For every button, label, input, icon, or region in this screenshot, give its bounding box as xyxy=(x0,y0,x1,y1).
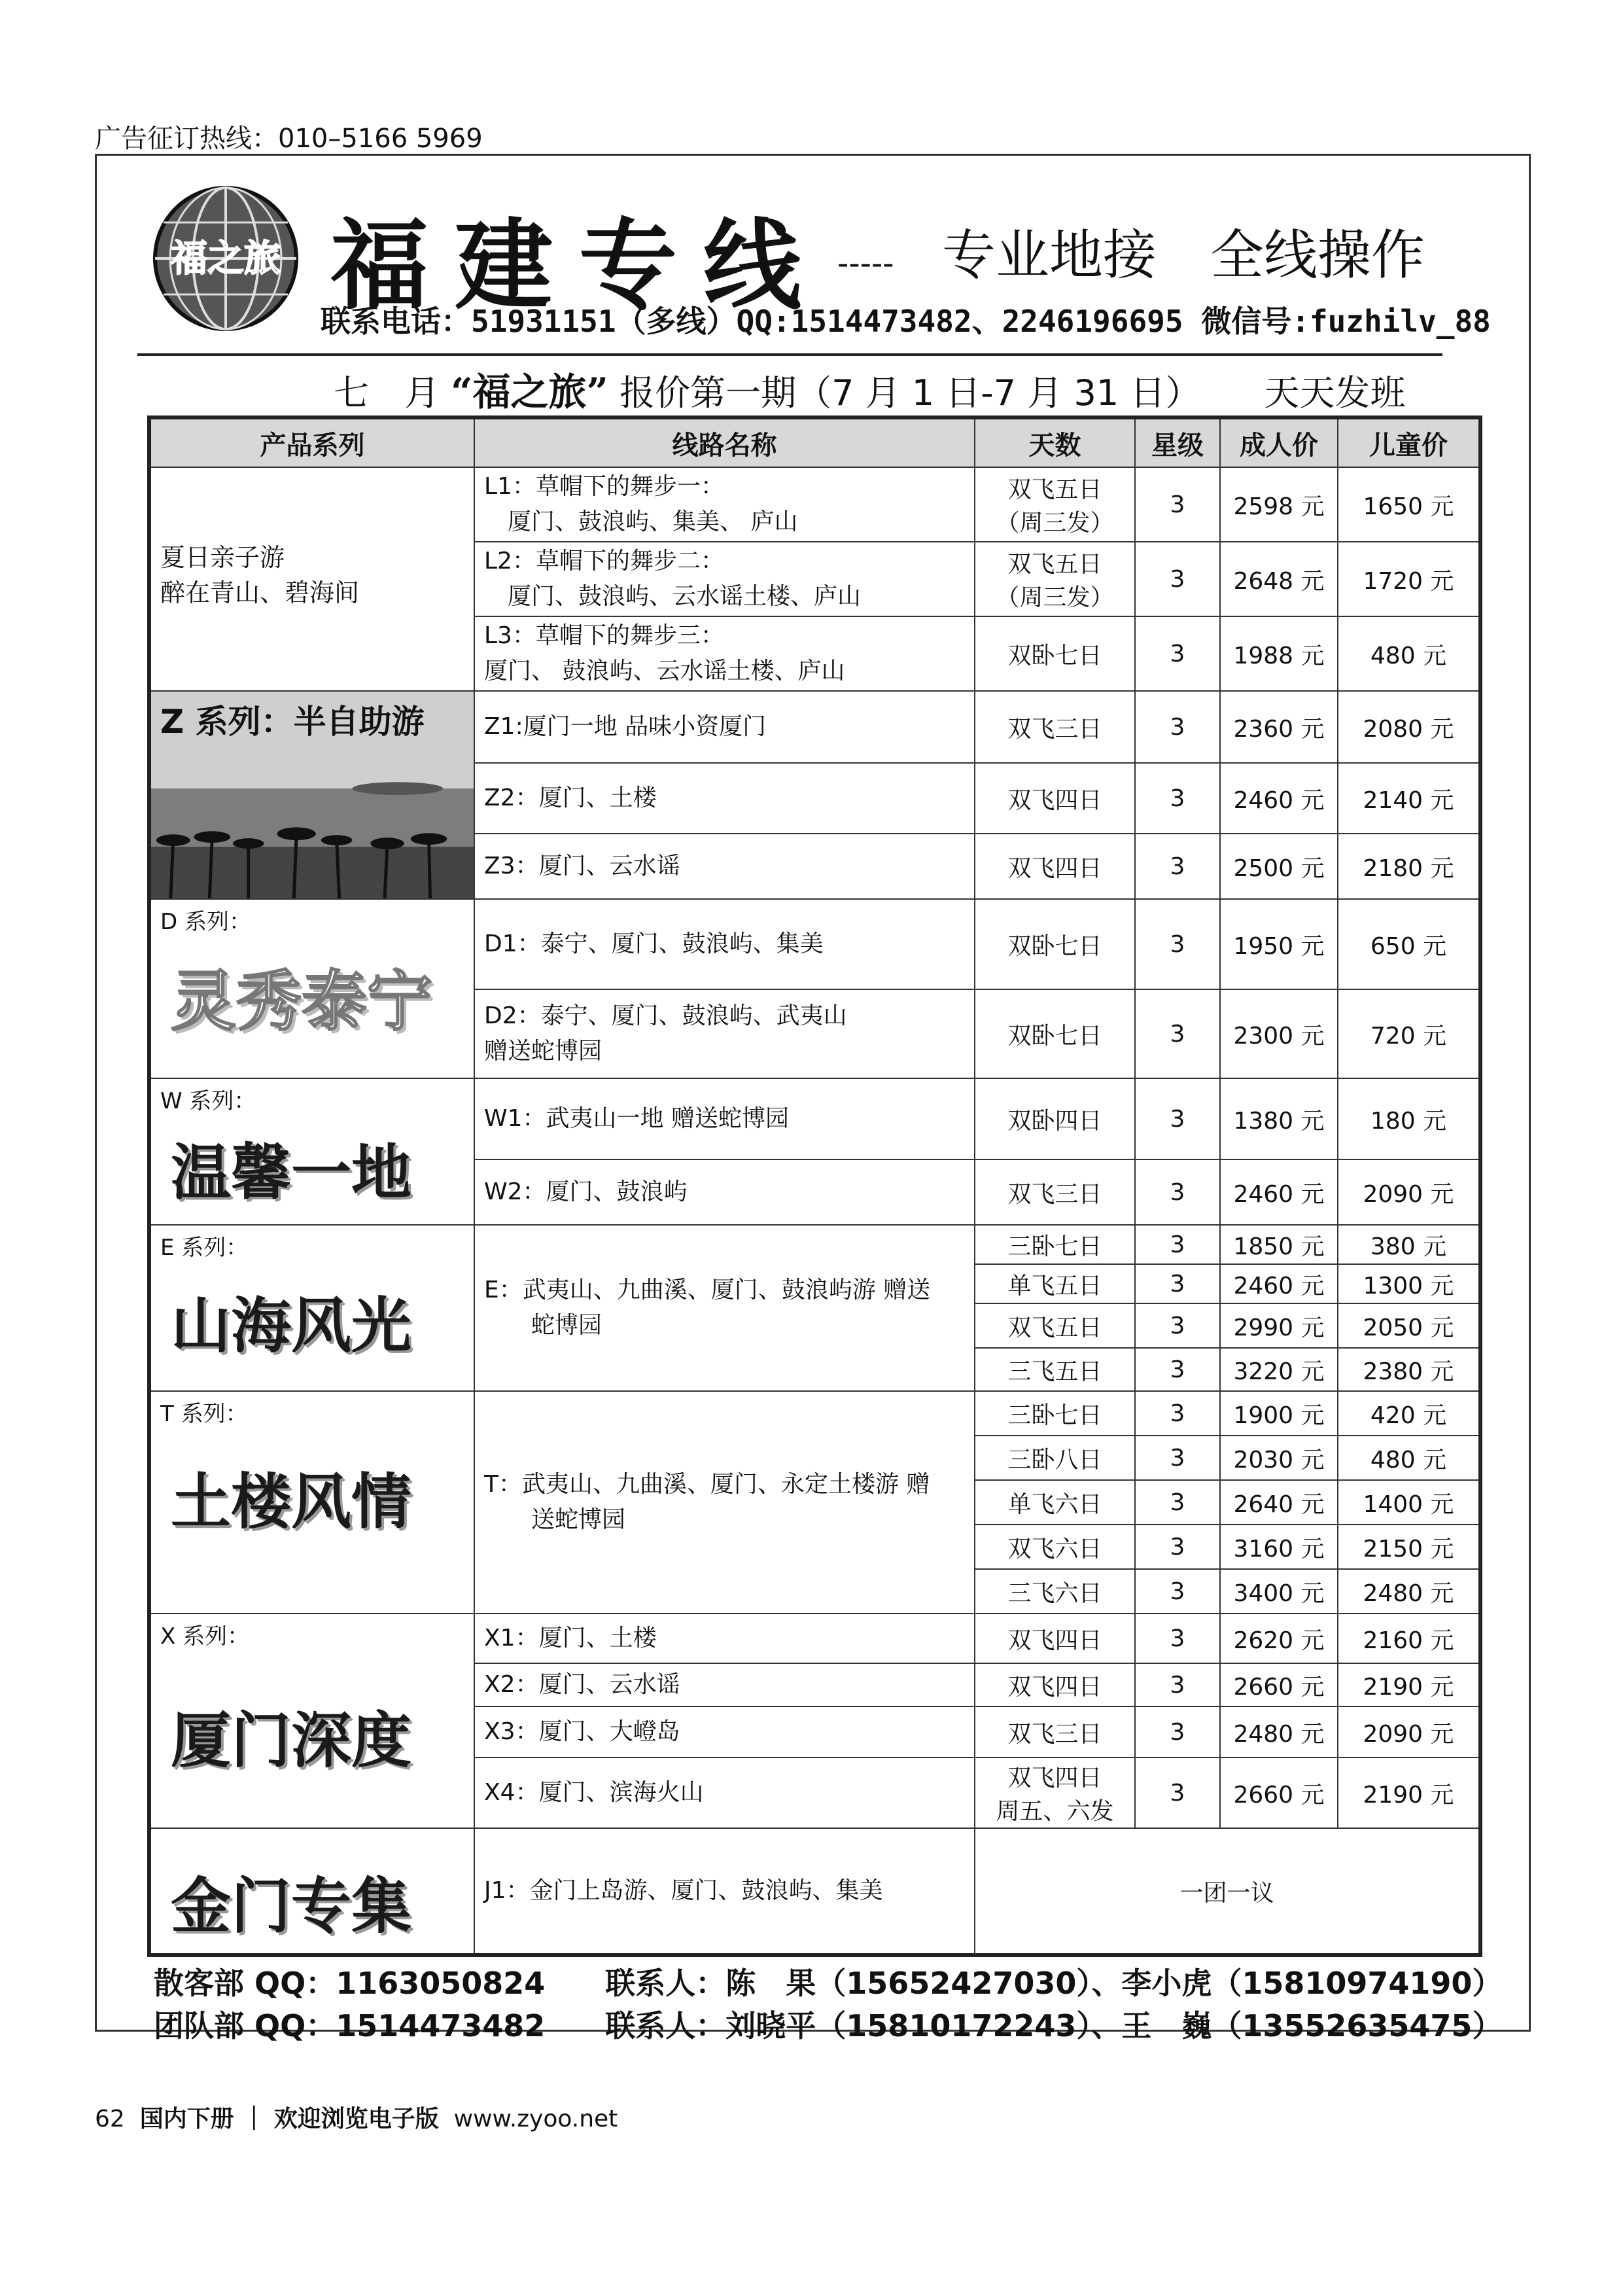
series-e-art: 山海风光 xyxy=(171,1290,412,1361)
adult-price: 2660 元 xyxy=(1220,1757,1338,1828)
child-price: 420 元 xyxy=(1338,1391,1480,1436)
table-row xyxy=(149,1391,1480,1436)
series-x xyxy=(149,1614,474,1828)
adult-price: 2648 元 xyxy=(1220,542,1338,616)
table-row xyxy=(149,899,1480,989)
route-name: W1：武夷山一地 赠送蛇博园 xyxy=(474,1078,975,1159)
days: 双卧七日 xyxy=(975,616,1135,691)
star: 3 xyxy=(1135,691,1220,763)
star: 3 xyxy=(1135,1225,1220,1264)
globe-logo xyxy=(150,183,301,334)
table-row xyxy=(149,1614,1480,1663)
footer-group-contact: 团队部 QQ：1514473482 联系人：刘晓平（15810172243）、王 巍（13552635475） xyxy=(154,2008,1503,2043)
adult-price: 2480 元 xyxy=(1220,1706,1338,1757)
header-rule xyxy=(137,353,1442,356)
page-footer xyxy=(95,2100,618,2134)
child-price: 2380 元 xyxy=(1338,1348,1480,1391)
series-x-art: 厦门深度 xyxy=(171,1705,412,1776)
col-header-adult: 成人价 xyxy=(1220,417,1338,467)
days: 双飞五日 （周三发） xyxy=(975,467,1135,542)
child-price: 2080 元 xyxy=(1338,691,1480,763)
col-header-star: 星级 xyxy=(1135,417,1220,467)
page-number: 62 xyxy=(95,2106,125,2132)
star: 3 xyxy=(1135,1436,1220,1480)
series-d-art: 灵秀泰宁 xyxy=(171,963,432,1040)
route-name: X3：厦门、大嶝岛 xyxy=(474,1706,975,1757)
series-e xyxy=(149,1225,474,1391)
star: 3 xyxy=(1135,989,1220,1078)
days: 双飞五日 xyxy=(975,1303,1135,1348)
star: 3 xyxy=(1135,1078,1220,1159)
days: 三卧七日 xyxy=(975,1391,1135,1436)
subtitle xyxy=(334,361,1406,416)
days: 双飞四日 xyxy=(975,834,1135,899)
footer-retail-contact: 散客部 QQ：1163050824 联系人：陈 果（15652427030）、李小虎（15810974190） xyxy=(154,1966,1503,2001)
adult-price: 2460 元 xyxy=(1220,1159,1338,1225)
route-name: D1：泰宁、厦门、鼓浪屿、集美 xyxy=(474,899,975,989)
brand-dashes: ----- xyxy=(837,245,894,282)
star: 3 xyxy=(1135,1757,1220,1828)
child-price: 2480 元 xyxy=(1338,1569,1480,1614)
days: 三卧七日 xyxy=(975,1225,1135,1264)
days: 双飞三日 xyxy=(975,1706,1135,1757)
adult-price: 3400 元 xyxy=(1220,1569,1338,1614)
site-url: www.zyoo.net xyxy=(453,2106,618,2132)
child-price: 2180 元 xyxy=(1338,834,1480,899)
page-section: 国内下册 ｜ 欢迎浏览电子版 xyxy=(139,2106,439,2132)
table-row xyxy=(149,1078,1480,1159)
contact-line: 联系电话：51931151（多线）QQ:1514473482、2246196695 微信号:fuzhilv_88 xyxy=(321,304,1491,339)
star: 3 xyxy=(1135,1663,1220,1706)
child-price: 650 元 xyxy=(1338,899,1480,989)
route-name: J1：金门上岛游、厦门、鼓浪屿、集美 xyxy=(474,1828,975,1955)
table-row xyxy=(149,1225,1480,1264)
star: 3 xyxy=(1135,1569,1220,1614)
days: 双飞三日 xyxy=(975,691,1135,763)
days: 单飞六日 xyxy=(975,1480,1135,1525)
series-z xyxy=(149,691,474,899)
child-price: 480 元 xyxy=(1338,616,1480,691)
col-header-series: 产品系列 xyxy=(149,417,474,467)
adult-price: 2030 元 xyxy=(1220,1436,1338,1480)
series-t-label: T 系列： xyxy=(160,1401,248,1427)
days: 双飞四日 xyxy=(975,1663,1135,1706)
star: 3 xyxy=(1135,899,1220,989)
route-name: L3：草帽下的舞步三： 厦门、 鼓浪屿、云水谣土楼、庐山 xyxy=(474,616,975,691)
adult-price: 2460 元 xyxy=(1220,763,1338,834)
child-price: 1720 元 xyxy=(1338,542,1480,616)
days: 单飞五日 xyxy=(975,1264,1135,1303)
adult-price: 2300 元 xyxy=(1220,989,1338,1078)
series-w xyxy=(149,1078,474,1225)
adult-price: 1380 元 xyxy=(1220,1078,1338,1159)
route-name: D2：泰宁、厦门、鼓浪屿、武夷山 赠送蛇博园 xyxy=(474,989,975,1078)
star: 3 xyxy=(1135,1159,1220,1225)
days: 双飞三日 xyxy=(975,1159,1135,1225)
star: 3 xyxy=(1135,1264,1220,1303)
child-price: 2090 元 xyxy=(1338,1706,1480,1757)
star: 3 xyxy=(1135,1348,1220,1391)
negotiable-price: 一团一议 xyxy=(975,1828,1480,1955)
route-name: X2：厦门、云水谣 xyxy=(474,1663,975,1706)
adult-price: 2460 元 xyxy=(1220,1264,1338,1303)
child-price: 480 元 xyxy=(1338,1436,1480,1480)
child-price: 380 元 xyxy=(1338,1225,1480,1264)
subtitle-brand: “福之旅” xyxy=(451,370,608,414)
series-t-art: 土楼风情 xyxy=(171,1466,412,1537)
child-price: 720 元 xyxy=(1338,989,1480,1078)
child-price: 2190 元 xyxy=(1338,1663,1480,1706)
table-row xyxy=(149,1828,1480,1955)
subtitle-period: 报价第一期（7 月 1 日-7 月 31 日） xyxy=(620,372,1201,414)
subtitle-daily: 天天发班 xyxy=(1264,372,1406,414)
adult-price: 2620 元 xyxy=(1220,1614,1338,1663)
star: 3 xyxy=(1135,542,1220,616)
series-w-label: W 系列： xyxy=(160,1088,256,1114)
days: 双飞四日 xyxy=(975,1614,1135,1663)
adult-price: 1900 元 xyxy=(1220,1391,1338,1436)
days: 三飞六日 xyxy=(975,1569,1135,1614)
adult-price: 2500 元 xyxy=(1220,834,1338,899)
days: 双飞四日 xyxy=(975,763,1135,834)
days: 双飞四日 周五、六发 xyxy=(975,1757,1135,1828)
adult-price: 2640 元 xyxy=(1220,1480,1338,1525)
series-w-art: 温馨一地 xyxy=(171,1137,412,1208)
route-name: Z3：厦门、云水谣 xyxy=(474,834,975,899)
route-name: Z1:厦门一地 品味小资厦门 xyxy=(474,691,975,763)
logo-text: 福之旅 xyxy=(171,237,281,280)
table-row xyxy=(149,691,1480,763)
child-price: 2150 元 xyxy=(1338,1525,1480,1569)
adult-price: 1988 元 xyxy=(1220,616,1338,691)
adult-price: 2990 元 xyxy=(1220,1303,1338,1348)
col-header-route: 线路名称 xyxy=(474,417,975,467)
child-price: 2160 元 xyxy=(1338,1614,1480,1663)
star: 3 xyxy=(1135,834,1220,899)
child-price: 180 元 xyxy=(1338,1078,1480,1159)
series-j-art: 金门专集 xyxy=(171,1871,412,1941)
adult-price: 3220 元 xyxy=(1220,1348,1338,1391)
route-name: T：武夷山、九曲溪、厦门、永定土楼游 赠 送蛇博园 xyxy=(474,1391,975,1614)
col-header-child: 儿童价 xyxy=(1338,417,1480,467)
star: 3 xyxy=(1135,1706,1220,1757)
child-price: 2050 元 xyxy=(1338,1303,1480,1348)
series-d-label: D 系列： xyxy=(160,909,251,935)
days: 双飞六日 xyxy=(975,1525,1135,1569)
route-name: X4：厦门、滨海火山 xyxy=(474,1757,975,1828)
adult-price: 1850 元 xyxy=(1220,1225,1338,1264)
table-header-row xyxy=(149,417,1480,467)
adult-price: 2360 元 xyxy=(1220,691,1338,763)
series-t xyxy=(149,1391,474,1614)
series-z-label: Z 系列：半自助游 xyxy=(160,703,425,741)
days: 三飞五日 xyxy=(975,1348,1135,1391)
ad-hotline: 广告征订热线：010–5166 5969 xyxy=(95,124,483,154)
route-name: X1：厦门、土楼 xyxy=(474,1614,975,1663)
series-summer-label: 夏日亲子游 醉在青山、碧海间 xyxy=(160,543,360,607)
route-name: Z2：厦门、土楼 xyxy=(474,763,975,834)
child-price: 1400 元 xyxy=(1338,1480,1480,1525)
star: 3 xyxy=(1135,467,1220,542)
price-table xyxy=(147,415,1482,1957)
route-name: W2：厦门、鼓浪屿 xyxy=(474,1159,975,1225)
star: 3 xyxy=(1135,1303,1220,1348)
star: 3 xyxy=(1135,1614,1220,1663)
star: 3 xyxy=(1135,1391,1220,1436)
route-name: L1：草帽下的舞步一： 厦门、鼓浪屿、集美、 庐山 xyxy=(474,467,975,542)
star: 3 xyxy=(1135,1525,1220,1569)
child-price: 1650 元 xyxy=(1338,467,1480,542)
days: 三卧八日 xyxy=(975,1436,1135,1480)
series-e-label: E 系列： xyxy=(160,1235,249,1261)
series-d xyxy=(149,899,474,1078)
adult-price: 2598 元 xyxy=(1220,467,1338,542)
col-header-days: 天数 xyxy=(975,417,1135,467)
child-price: 2140 元 xyxy=(1338,763,1480,834)
child-price: 2190 元 xyxy=(1338,1757,1480,1828)
subtitle-month: 七 月 xyxy=(334,372,440,414)
adult-price: 3160 元 xyxy=(1220,1525,1338,1569)
slogan: 专业地接 全线操作 xyxy=(942,224,1425,287)
days: 双卧七日 xyxy=(975,899,1135,989)
days: 双卧七日 xyxy=(975,989,1135,1078)
days: 双卧四日 xyxy=(975,1078,1135,1159)
adult-price: 2660 元 xyxy=(1220,1663,1338,1706)
series-x-label: X 系列： xyxy=(160,1623,250,1650)
series-summer xyxy=(149,467,474,691)
adult-price: 1950 元 xyxy=(1220,899,1338,989)
brand-title: 福建专线 xyxy=(330,208,828,323)
star: 3 xyxy=(1135,763,1220,834)
route-name: E：武夷山、九曲溪、厦门、鼓浪屿游 赠送 蛇博园 xyxy=(474,1225,975,1391)
table-row xyxy=(149,467,1480,542)
days: 双飞五日 （周三发） xyxy=(975,542,1135,616)
star: 3 xyxy=(1135,616,1220,691)
star: 3 xyxy=(1135,1480,1220,1525)
series-j xyxy=(149,1828,474,1955)
child-price: 2090 元 xyxy=(1338,1159,1480,1225)
child-price: 1300 元 xyxy=(1338,1264,1480,1303)
route-name: L2：草帽下的舞步二： 厦门、鼓浪屿、云水谣土楼、庐山 xyxy=(474,542,975,616)
